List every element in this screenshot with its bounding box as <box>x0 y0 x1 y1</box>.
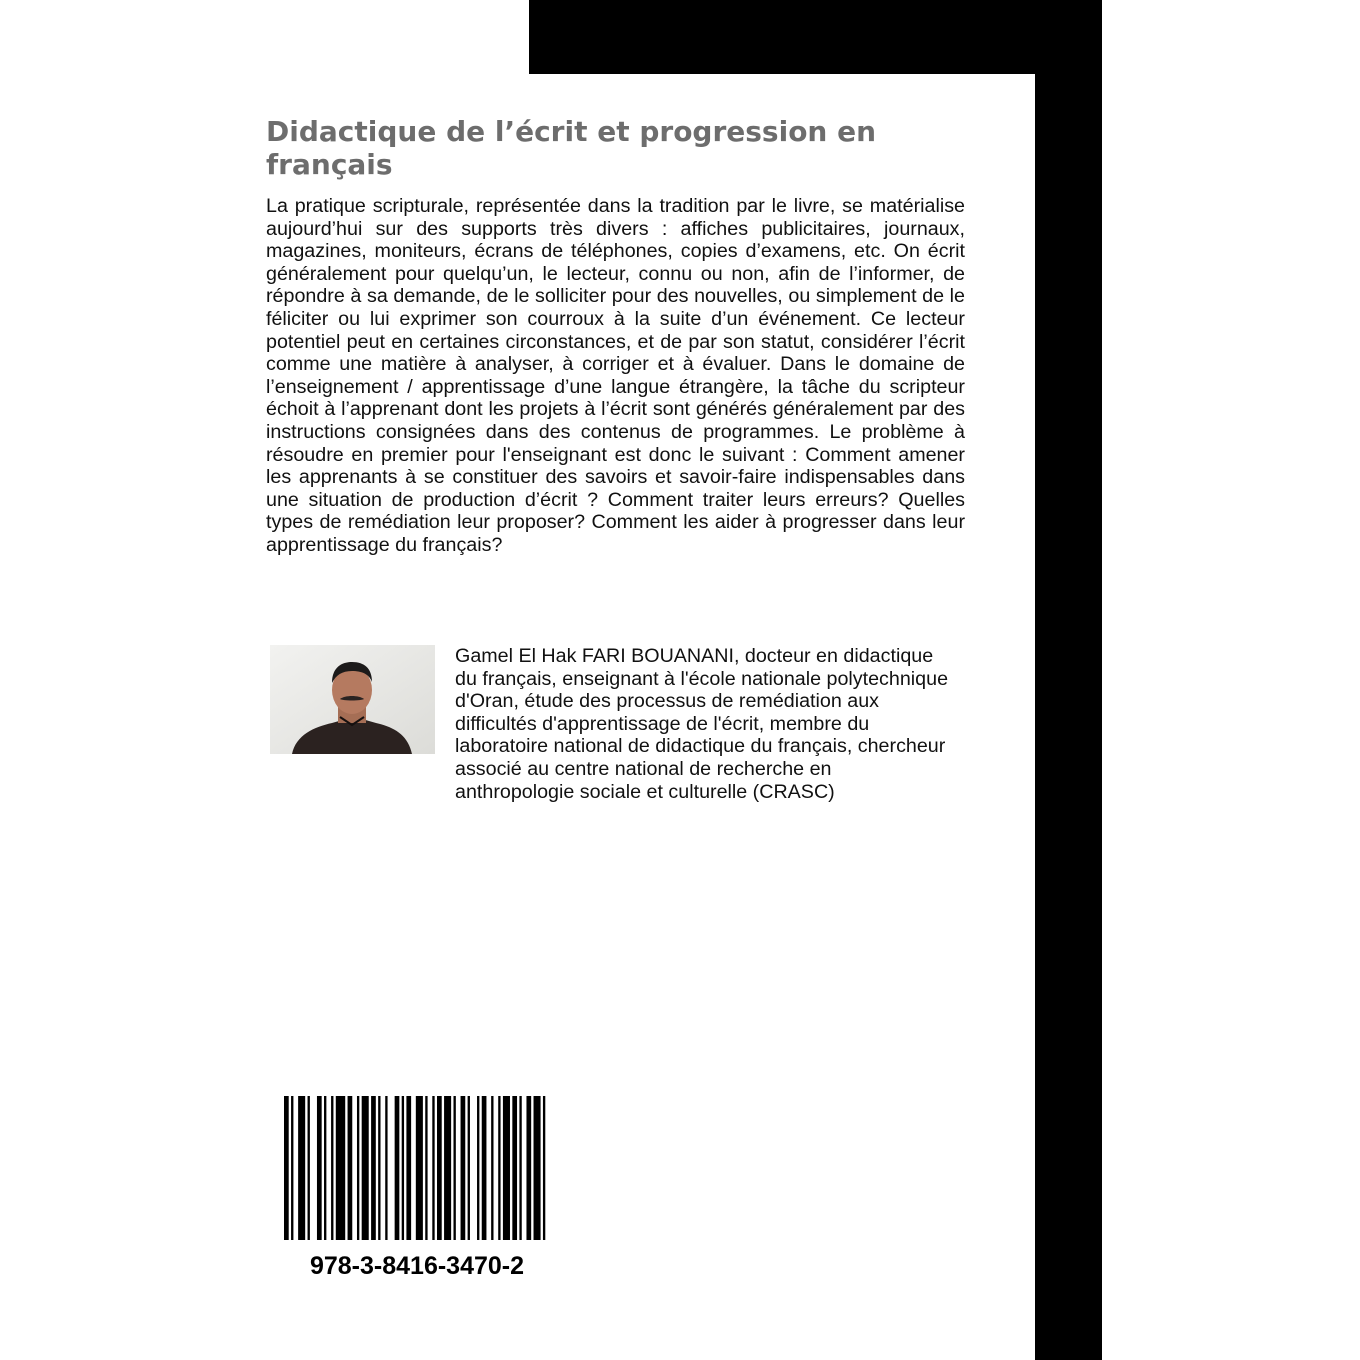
barcode-bar <box>468 1096 470 1240</box>
barcode-bar <box>425 1096 427 1240</box>
barcode-bar <box>543 1096 545 1240</box>
barcode-bar <box>437 1096 442 1240</box>
barcode-bar <box>385 1096 387 1240</box>
isbn-number: 978-3-8416-3470-2 <box>309 1252 525 1280</box>
barcode-bar <box>348 1096 353 1240</box>
author-photo <box>270 645 435 754</box>
barcode-bar <box>402 1096 404 1240</box>
barcode-bar <box>291 1096 293 1240</box>
barcode-bar <box>284 1096 289 1240</box>
barcode-bar <box>317 1096 322 1240</box>
barcode-bar <box>491 1096 493 1240</box>
barcode-bar <box>503 1096 510 1240</box>
barcode-bar <box>519 1096 521 1240</box>
barcode-bar <box>406 1096 411 1240</box>
barcode-bar <box>371 1096 376 1240</box>
barcode-bar <box>416 1096 423 1240</box>
barcode-bar <box>526 1096 531 1240</box>
barcode-bar <box>336 1096 345 1240</box>
barcode-bar <box>477 1096 479 1240</box>
barcode-bar <box>512 1096 517 1240</box>
barcode-bar <box>357 1096 359 1240</box>
right-black-bar <box>1035 74 1102 1360</box>
barcode-bar <box>461 1096 466 1240</box>
barcode-bar <box>482 1096 487 1240</box>
barcode-bar <box>331 1096 333 1240</box>
barcode-bar <box>498 1096 500 1240</box>
book-title: Didactique de l’écrit et progression en français <box>266 115 877 181</box>
barcode-bar <box>395 1096 400 1240</box>
barcode-bar <box>432 1096 434 1240</box>
barcode-bar <box>298 1096 305 1240</box>
barcode-bar <box>324 1096 326 1240</box>
isbn-barcode <box>284 1096 550 1240</box>
author-bio: Gamel El Hak FARI BOUANANI, docteur en didactique du français, enseignant à l'école nationale polytechnique d'Oran, étude des processus de remédiation aux difficultés d'apprentissage de l'écrit, membre du laboratoire national de didactique du français, chercheur associé au centre national de recherche en anthropologie sociale et culturelle (CRASC) <box>455 645 949 803</box>
barcode-bar <box>362 1096 369 1240</box>
barcode-bar <box>378 1096 380 1240</box>
barcode-bar <box>444 1096 451 1240</box>
book-blurb: La pratique scripturale, représentée dans la tradition par le livre, se matérialise aujourd’hui sur des supports très divers : affiches publicitaires, journaux, magazines, moniteurs, écrans de téléphones, copies d’examens, etc. On écrit généralement pour quelqu’un, le lecteur, connu ou non, afin de l’informer, de répondre à sa demande, de le solliciter pour des nouvelles, ou simplement de le féliciter ou lui exprimer son courroux à la suite d’un événement. Ce lecteur potentiel peut en certaines circonstances, et de par son statut, considérer l’écrit comme une matière à analyser, à corriger et à évaluer. Dans le domaine de l’enseignement / apprentissage d’une langue étrangère, la tâche du scripteur échoit à l’apprenant dont les projets à l’écrit sont générés généralement par des instructions consignées dans des contenus de programmes. Le problème à résoudre en premier pour l'enseignant est donc le suivant : Comment amener les apprenants à se constituer des savoirs et savoir-faire indispensables dans une situation de production d’écrit ? Comment traiter leurs erreurs? Quelles types de remédiation leur proposer? Comment les aider à progresser dans leur apprentissage du français? <box>266 195 965 556</box>
barcode-bar <box>534 1096 541 1240</box>
top-black-bar <box>529 0 1102 74</box>
barcode-bar <box>453 1096 455 1240</box>
barcode-bar <box>308 1096 310 1240</box>
